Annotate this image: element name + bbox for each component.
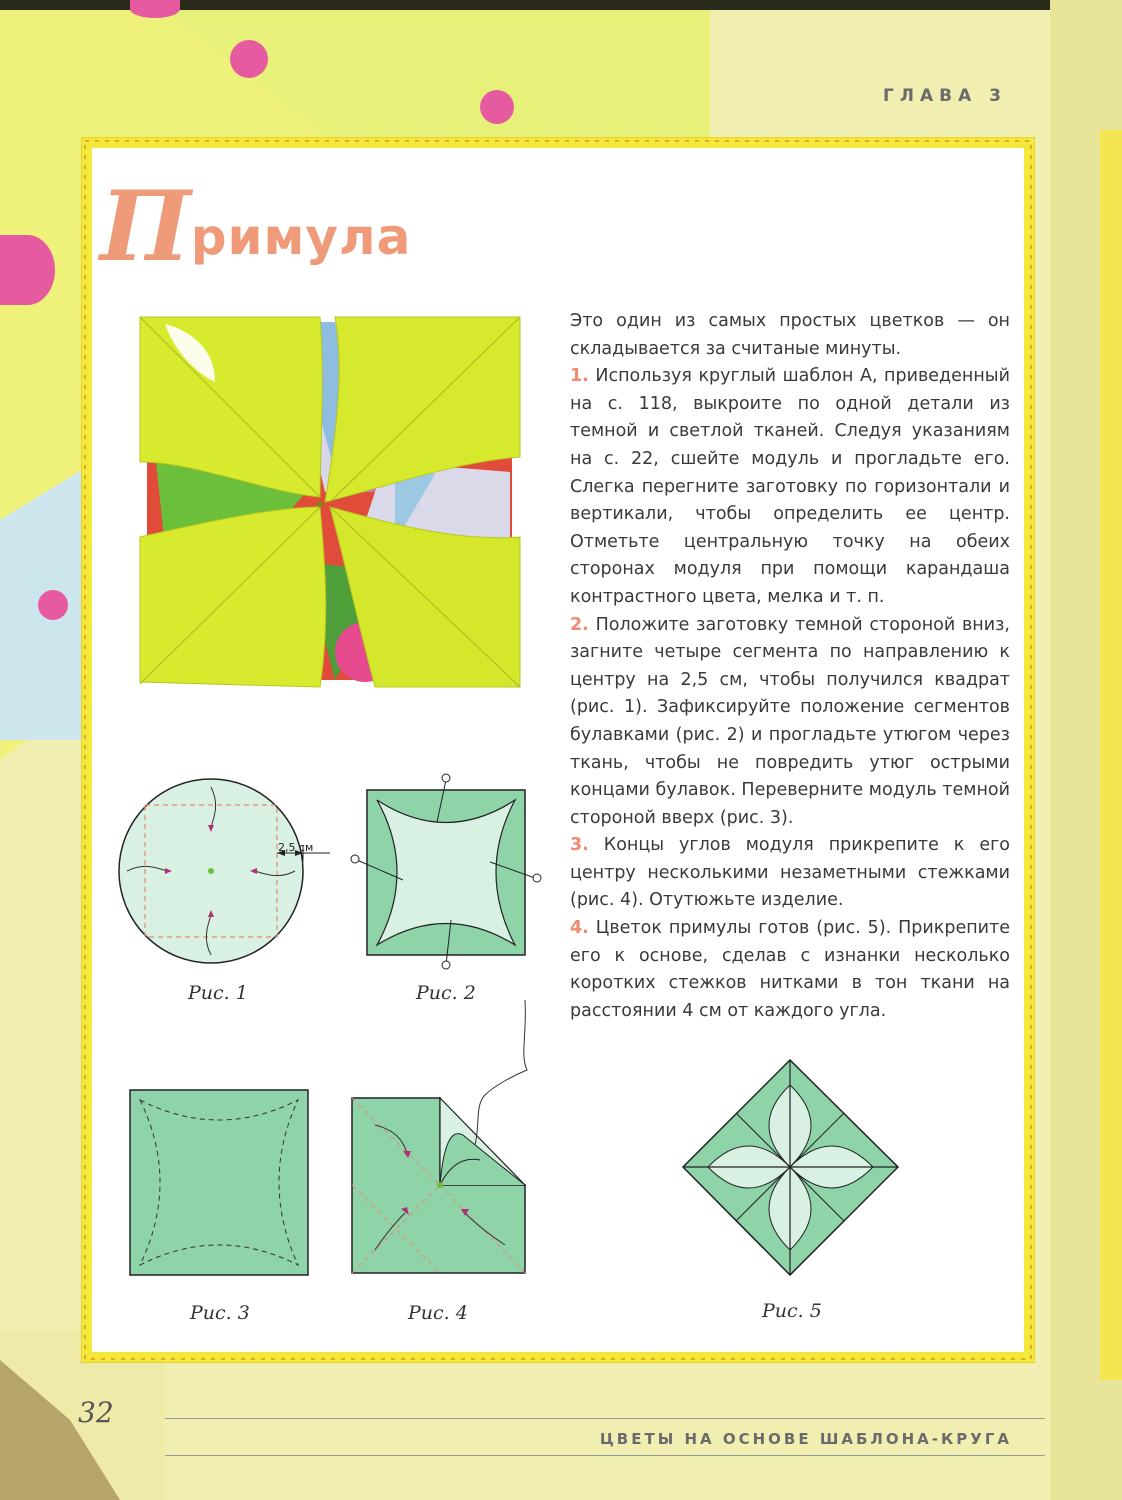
polka-dot bbox=[230, 40, 268, 78]
step-text: Цветок примулы готов (рис. 5). Прикрепите его к основе, сделав с изнанки несколько коротких стежков нитками в тон ткани на расстоянии 4 см от каждого угла. bbox=[570, 918, 1010, 1021]
step-4 bbox=[570, 915, 1010, 1025]
figure-4-caption: Рис. 4 bbox=[408, 1302, 468, 1324]
footer-rule bbox=[165, 1418, 1045, 1419]
step-3 bbox=[570, 832, 1010, 915]
figure-1-diagram bbox=[115, 775, 335, 975]
page-number: 32 bbox=[78, 1396, 114, 1429]
step-text: Положите заготовку темной стороной вниз, загните четыре сегмента по направлению к центру на 2,5 см, чтобы получился квадрат (рис. 1). Зафиксируйте положение сегментов булавками (рис. 2) и прогладьте утюгом через ткань, чтобы не повредить утюг острыми концами булавок. Переверните модуль темной стороной вверх (рис. 3). bbox=[570, 614, 1010, 828]
figure-3-caption: Рис. 3 bbox=[190, 1302, 250, 1324]
intro-paragraph: Это один из самых простых цветков — он складывается за считаные минуты. bbox=[570, 311, 1010, 359]
figure-5-diagram bbox=[678, 1055, 903, 1280]
page-title bbox=[100, 170, 411, 283]
polka-dot bbox=[130, 0, 180, 18]
step-text: Концы углов модуля прикрепите к его центру несколькими незаметными стежками (рис. 4). Отутюжьте изделие. bbox=[570, 835, 1010, 911]
figure-3-diagram bbox=[125, 1085, 315, 1280]
instructions-text bbox=[570, 308, 1010, 1025]
polka-dot bbox=[480, 90, 514, 124]
step-1 bbox=[570, 363, 1010, 611]
step-2 bbox=[570, 612, 1010, 833]
figure-5-caption: Рис. 5 bbox=[762, 1300, 822, 1322]
figure-2-caption: Рис. 2 bbox=[416, 982, 476, 1004]
footer-section-title: ЦВЕТЫ НА ОСНОВЕ ШАБЛОНА-КРУГА bbox=[599, 1430, 1012, 1448]
polka-dot bbox=[0, 235, 55, 305]
figure-4-diagram bbox=[345, 995, 545, 1280]
figure-1-caption: Рис. 1 bbox=[188, 982, 248, 1004]
figure-1-measure: 2,5 см bbox=[278, 841, 314, 854]
title-rest: римула bbox=[190, 208, 412, 266]
figure-2-diagram bbox=[345, 770, 545, 970]
title-initial: П bbox=[100, 170, 191, 283]
primrose-photo bbox=[135, 312, 525, 692]
step-number: 3. bbox=[570, 835, 589, 856]
step-number: 2. bbox=[570, 614, 589, 635]
step-number: 1. bbox=[570, 366, 589, 387]
chapter-label: ГЛАВА 3 bbox=[883, 86, 1007, 106]
step-number: 4. bbox=[570, 918, 589, 939]
step-text: Используя круглый шаблон А, приведенный на с. 118, выкроите по одной детали из темной и светлой тканей. Следуя указаниям на с. 22, сшейте модуль и прогладьте его. Слегка перегните заготовку по горизонтали и вертикали, чтобы определить ее центр. Отметьте центральную точку на обеих сторонах модуля при помощи карандаша контрастного цвета, мелка и т. п. bbox=[570, 366, 1010, 607]
polka-dot bbox=[38, 590, 68, 620]
footer-rule bbox=[165, 1455, 1045, 1456]
